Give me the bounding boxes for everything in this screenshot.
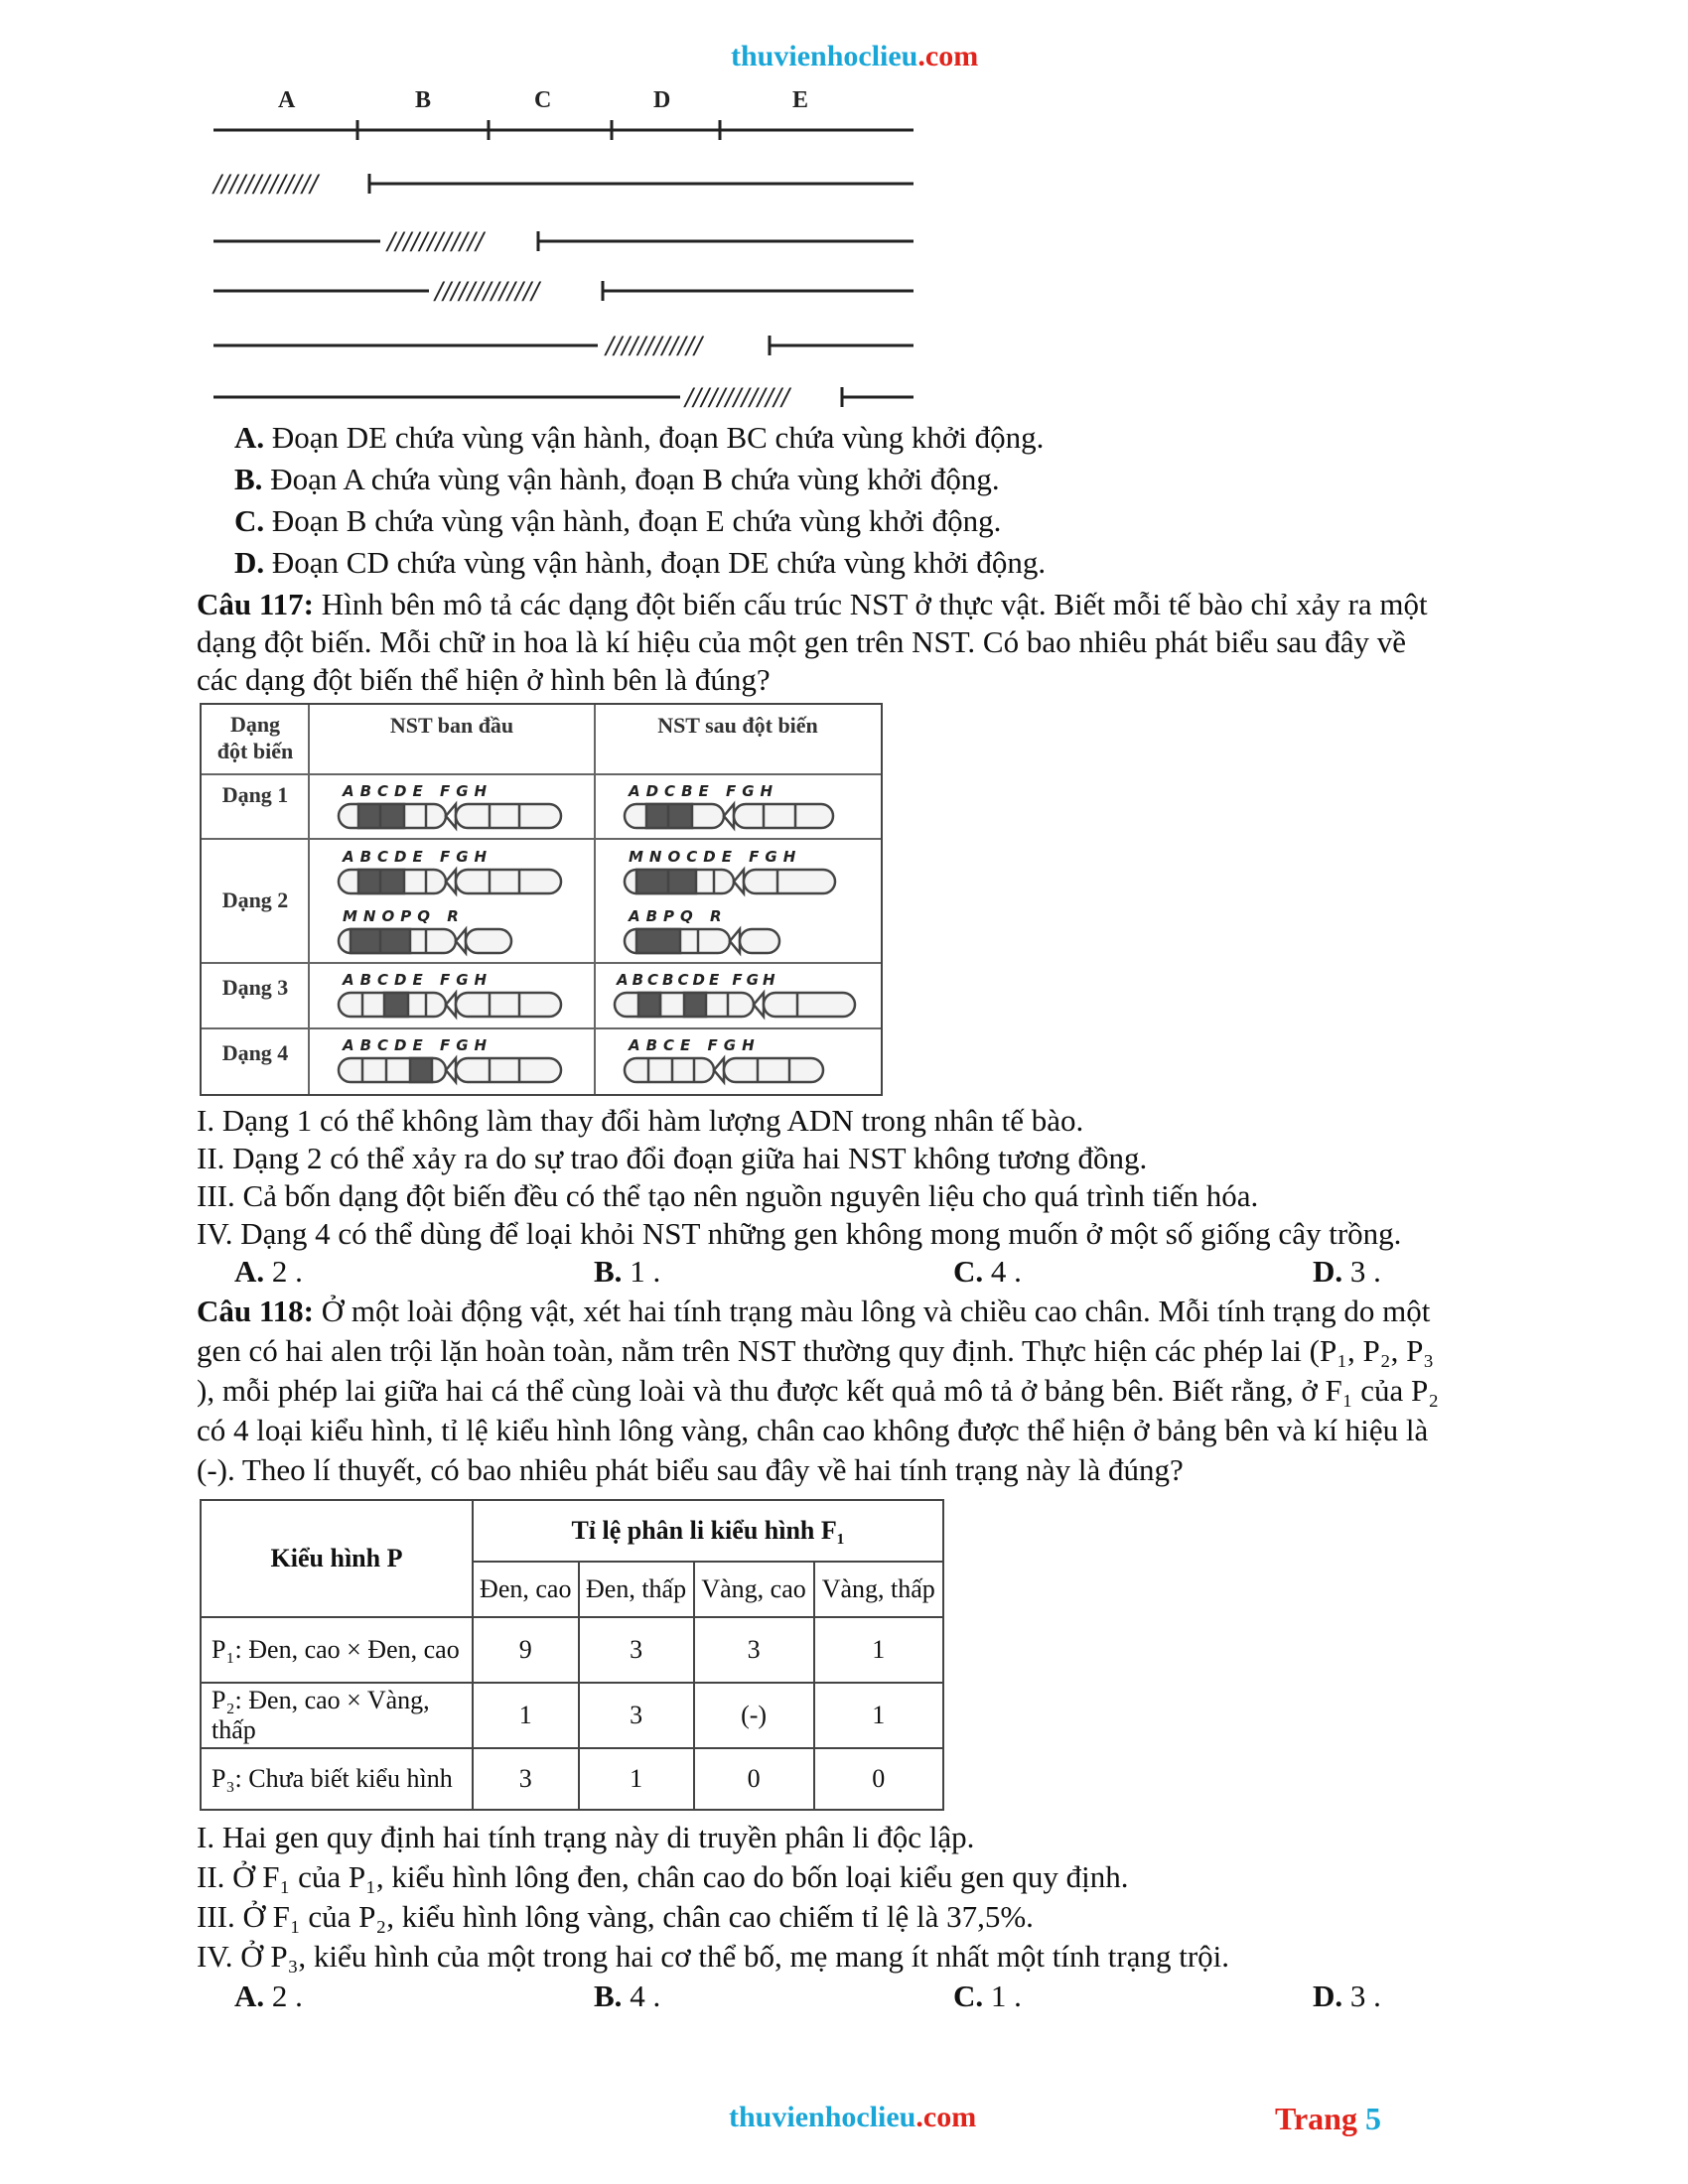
cell: 3 — [694, 1617, 814, 1683]
q118-answer-c[interactable]: C. 1 . — [953, 1979, 1022, 2013]
genes-row2-after-2: ABPQ R — [629, 907, 728, 925]
genes-row2-before-1: ABCDE FGH — [343, 848, 493, 866]
operon-deletion-figure — [199, 79, 933, 417]
cell: 0 — [814, 1748, 944, 1810]
cell: 1 — [814, 1683, 944, 1748]
cell: 3 — [473, 1748, 579, 1810]
q117-answer-c[interactable]: C. 4 . — [953, 1254, 1022, 1289]
chromosome-row4-after — [625, 1058, 823, 1082]
q118-statement-3: III. Ở F₁ của P₂, kiểu hình lông vàng, chân cao chiếm tỉ lệ là 37,5%. — [197, 1899, 1034, 1934]
genes-row2-after-1: MNOCDE FGH — [629, 848, 802, 866]
row-label: P₃: Chưa biết kiểu hình — [201, 1748, 473, 1810]
chromosome-row1-after — [625, 804, 833, 828]
chromosome-row1-before — [339, 804, 561, 828]
q116-option-d[interactable]: D. Đoạn CD chứa vùng vận hành, đoạn DE chứa vùng khởi động. — [234, 545, 1047, 580]
cell: 9 — [473, 1617, 579, 1683]
q118-stem-line-2: gen có hai alen trội lặn hoàn toàn, nằm trên NST thường quy định. Thực hiện các phép lai (P₁, P₂, P₃ — [197, 1333, 1435, 1368]
genes-row1-after: ADCBE FGH — [629, 782, 779, 800]
segment-label-e: E — [792, 87, 809, 113]
header-after: NST sau đột biến — [657, 713, 818, 738]
deletion-hatch-3: ///////////// — [435, 277, 540, 305]
q117-stem-line-2: dạng đột biến. Mỗi chữ in hoa là kí hiệu của một gen trên NST. Có bao nhiêu phát biểu sau đây về — [197, 624, 1407, 659]
chromosome-row2-after-1 — [625, 870, 835, 893]
q118-answer-a[interactable]: A. 2 . — [234, 1979, 303, 2013]
header-site-name: thuvienhoclieu.com — [731, 40, 979, 72]
cell: 3 — [579, 1683, 694, 1748]
table-row — [201, 1617, 943, 1683]
header-pheno-p: Kiểu hình P — [201, 1500, 473, 1617]
chromosome-row2-before-2 — [339, 929, 511, 953]
genes-row4-after: ABCE FGH — [629, 1036, 761, 1054]
row-label: P₂: Đen, cao × Vàng, thấp — [201, 1683, 473, 1748]
q117-answer-b[interactable]: B. 1 . — [594, 1254, 661, 1289]
cell: 1 — [814, 1617, 944, 1683]
cell: 1 — [579, 1748, 694, 1810]
q117-statement-4: IV. Dạng 4 có thể dùng để loại khỏi NST những gen không mong muốn ở một số giống cây trồng. — [197, 1216, 1402, 1251]
q117-answer-a[interactable]: A. 2 . — [234, 1254, 303, 1289]
row-label-4: Dạng 4 — [221, 1040, 289, 1065]
cell: 1 — [473, 1683, 579, 1748]
genes-row1-before: ABCDE FGH — [343, 782, 493, 800]
q118-statement-4: IV. Ở P₃, kiểu hình của một trong hai cơ thể bố, mẹ mang ít nhất một tính trạng trội. — [197, 1939, 1229, 1974]
row-label-1: Dạng 1 — [221, 782, 289, 807]
row-label-2: Dạng 2 — [221, 887, 289, 912]
footer-site-name: thuvienhoclieu.com — [729, 2101, 977, 2133]
chromosome-row2-after-2 — [625, 929, 779, 953]
deletion-hatch-1: ///////////// — [213, 170, 319, 198]
table-row — [201, 1683, 943, 1748]
col-header-2: Đen, thấp — [579, 1562, 694, 1617]
row-label-3: Dạng 3 — [221, 975, 289, 1000]
table-row — [201, 1748, 943, 1810]
q118-cross-table — [200, 1499, 944, 1811]
col-header-4: Vàng, thấp — [814, 1562, 944, 1617]
header-type-line1: Dạng — [229, 712, 281, 737]
header-type-line2: đột biến — [216, 739, 294, 763]
chromosome-row4-before — [339, 1058, 561, 1082]
genes-row3-before: ABCDE FGH — [343, 971, 493, 989]
q117-stem-line-3: các dạng đột biến thể hiện ở hình bên là đúng? — [197, 662, 771, 697]
cell: (-) — [694, 1683, 814, 1748]
deletion-hatch-4: //////////// — [606, 332, 703, 359]
q116-option-b[interactable]: B. Đoạn A chứa vùng vận hành, đoạn B chứa vùng khởi động. — [234, 462, 1000, 496]
genes-row4-before: ABCDE FGH — [343, 1036, 493, 1054]
q117-statement-3: III. Cả bốn dạng đột biến đều có thể tạo nên nguồn nguyên liệu cho quá trình tiến hóa. — [197, 1178, 1259, 1213]
header-before: NST ban đầu — [389, 713, 514, 738]
segment-label-d: D — [653, 87, 671, 113]
cell: 0 — [694, 1748, 814, 1810]
q117-stem-line-1: Câu 117: Hình bên mô tả các dạng đột biến cấu trúc NST ở thực vật. Biết mỗi tế bào chỉ xảy ra một — [197, 587, 1428, 621]
q116-option-a[interactable]: A. Đoạn DE chứa vùng vận hành, đoạn BC chứa vùng khởi động. — [234, 420, 1045, 455]
header-f1-ratio: Tỉ lệ phân li kiểu hình F₁ — [473, 1500, 943, 1562]
q118-label: Câu 118: — [197, 1294, 314, 1328]
q118-answer-b[interactable]: B. 4 . — [594, 1979, 661, 2013]
segment-label-b: B — [415, 87, 432, 113]
q116-option-c[interactable]: C. Đoạn B chứa vùng vận hành, đoạn E chứa vùng khởi động. — [234, 503, 1002, 538]
q118-stem-line-4: có 4 loại kiểu hình, tỉ lệ kiểu hình lông vàng, chân cao không được thể hiện ở bảng bên và kí hiệu là — [197, 1413, 1429, 1447]
col-header-1: Đen, cao — [473, 1562, 579, 1617]
page-number: Trang 5 — [1275, 2101, 1381, 2136]
q118-stem-line-3: ), mỗi phép lai giữa hai cá thể cùng loài và thu được kết quả mô tả ở bảng bên. Biết rằng, ở F₁ của P₂ — [197, 1373, 1440, 1408]
q117-mutation-table — [200, 703, 883, 1096]
deletion-hatch-5: ///////////// — [685, 383, 790, 411]
q118-statement-1: I. Hai gen quy định hai tính trạng này di truyền phân li độc lập. — [197, 1820, 975, 1854]
q117-label: Câu 117: — [197, 587, 314, 621]
q117-statement-2: II. Dạng 2 có thể xảy ra do sự trao đổi đoạn giữa hai NST không tương đồng. — [197, 1141, 1148, 1175]
cell: 3 — [579, 1617, 694, 1683]
q117-answer-d[interactable]: D. 3 . — [1313, 1254, 1381, 1289]
chromosome-row2-before-1 — [339, 870, 561, 893]
q118-statement-2: II. Ở F₁ của P₁, kiểu hình lông đen, chân cao do bốn loại kiểu gen quy định. — [197, 1859, 1129, 1894]
deletion-hatch-2: //////////// — [387, 227, 485, 255]
q118-stem-line-1: Câu 118: Ở một loài động vật, xét hai tính trạng màu lông và chiều cao chân. Mỗi tính trạng do một — [197, 1294, 1431, 1328]
chromosome-row3-after — [615, 993, 855, 1017]
q118-answer-d[interactable]: D. 3 . — [1313, 1979, 1381, 2013]
segment-label-c: C — [534, 87, 552, 113]
q118-stem-line-5: (-). Theo lí thuyết, có bao nhiêu phát biểu sau đây về hai tính trạng này là đúng? — [197, 1452, 1184, 1487]
chromosome-row3-before — [339, 993, 561, 1017]
row-label: P₁: Đen, cao × Đen, cao — [201, 1617, 473, 1683]
col-header-3: Vàng, cao — [694, 1562, 814, 1617]
genes-row3-after: ABCBCDE FGH — [617, 971, 779, 989]
genes-row2-before-2: MNOPQ R — [343, 907, 465, 925]
segment-label-a: A — [278, 87, 296, 113]
q117-statement-1: I. Dạng 1 có thể không làm thay đổi hàm lượng ADN trong nhân tế bào. — [197, 1103, 1084, 1138]
